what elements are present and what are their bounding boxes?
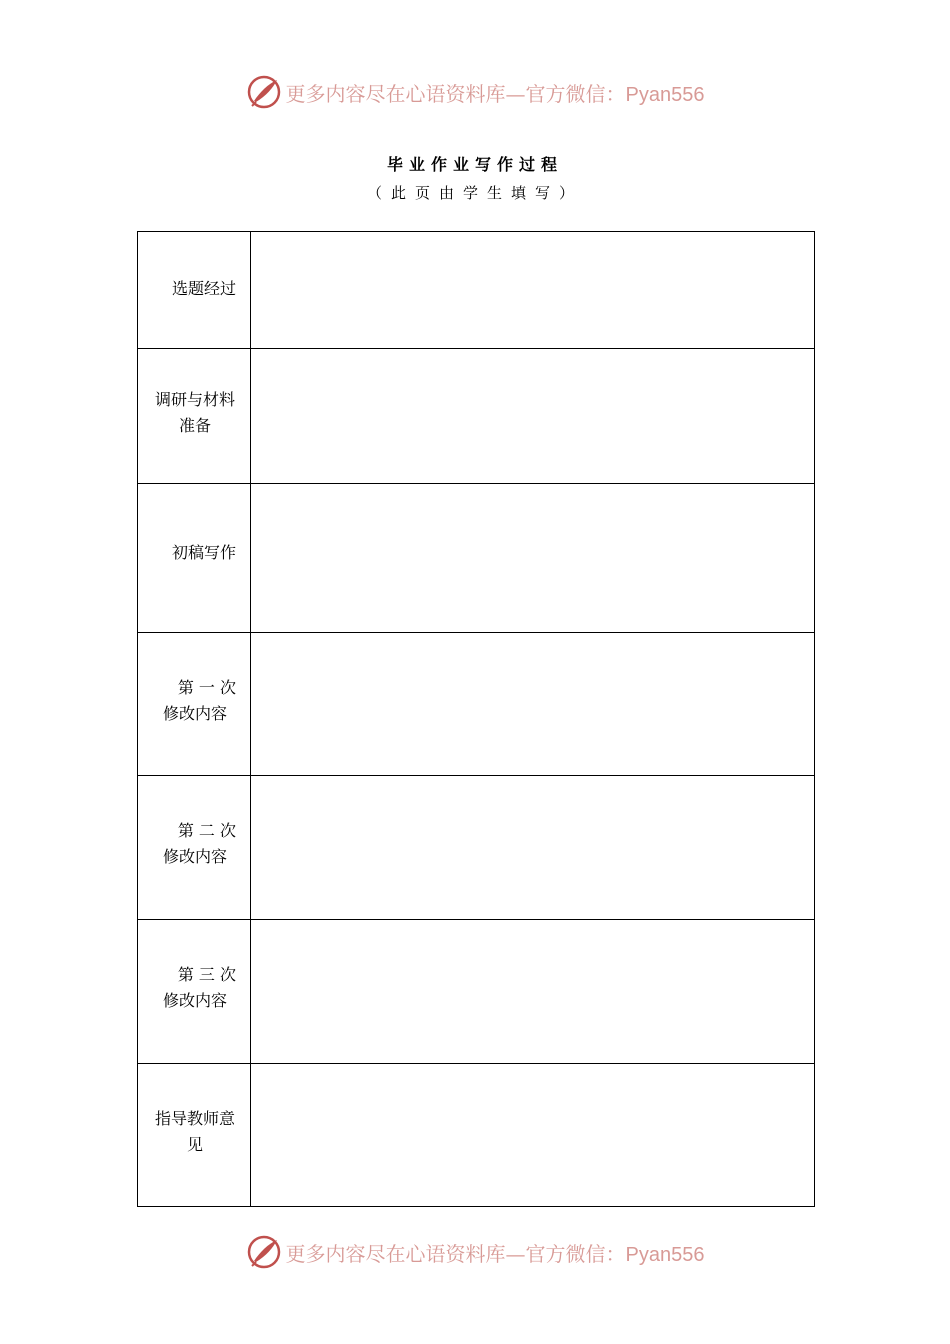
row-label-line1: 指导教师意 <box>154 1109 235 1128</box>
row-label-line2: 见 <box>186 1135 203 1154</box>
banner-wechat-id: Pyan556 <box>625 1243 705 1266</box>
row-label-line1: 初稿写作 <box>171 543 236 562</box>
banner-wechat-id: Pyan556 <box>625 83 705 106</box>
table-row <box>138 1064 815 1207</box>
row-label-line2: 修改内容 <box>162 704 227 723</box>
row-label <box>138 232 251 349</box>
row-label-line1: 第 二 次 <box>177 821 236 840</box>
row-label-line2: 修改内容 <box>162 847 227 866</box>
row-label-line1: 选题经过 <box>171 279 236 298</box>
row-content-cell[interactable] <box>251 920 815 1064</box>
quill-logo-icon <box>246 1234 282 1270</box>
row-content-cell[interactable] <box>251 1064 815 1207</box>
row-content-cell[interactable] <box>251 484 815 633</box>
row-label <box>138 633 251 776</box>
row-label-line2: 准备 <box>178 416 211 435</box>
bottom-watermark-banner <box>0 1232 950 1272</box>
banner-text <box>286 1238 705 1267</box>
table-row <box>138 776 815 920</box>
process-form-table <box>137 231 815 1207</box>
page-subtitle: （此页由学生填写） <box>366 184 583 202</box>
row-content-cell[interactable] <box>251 232 815 349</box>
table-row <box>138 633 815 776</box>
banner-text <box>286 78 705 107</box>
row-label <box>138 1064 251 1207</box>
row-content-cell[interactable] <box>251 776 815 920</box>
table-row <box>138 484 815 633</box>
quill-logo-icon <box>246 74 282 110</box>
row-label-line1: 第 三 次 <box>177 965 236 984</box>
table-row <box>138 349 815 484</box>
row-label <box>138 776 251 920</box>
page-title: 毕业作业写作过程 <box>386 155 563 174</box>
row-label <box>138 349 251 484</box>
banner-text-cn: 更多内容尽在心语资料库—官方微信： <box>285 1241 626 1266</box>
row-content-cell[interactable] <box>251 349 815 484</box>
banner-text-cn: 更多内容尽在心语资料库—官方微信： <box>285 81 626 106</box>
row-label-line1: 调研与材料 <box>154 390 235 409</box>
top-watermark-banner <box>0 72 950 112</box>
row-label <box>138 920 251 1064</box>
table-row <box>138 232 815 349</box>
row-content-cell[interactable] <box>251 633 815 776</box>
table-row <box>138 920 815 1064</box>
row-label-line2: 修改内容 <box>162 991 227 1010</box>
row-label-line1: 第 一 次 <box>177 678 236 697</box>
row-label <box>138 484 251 633</box>
